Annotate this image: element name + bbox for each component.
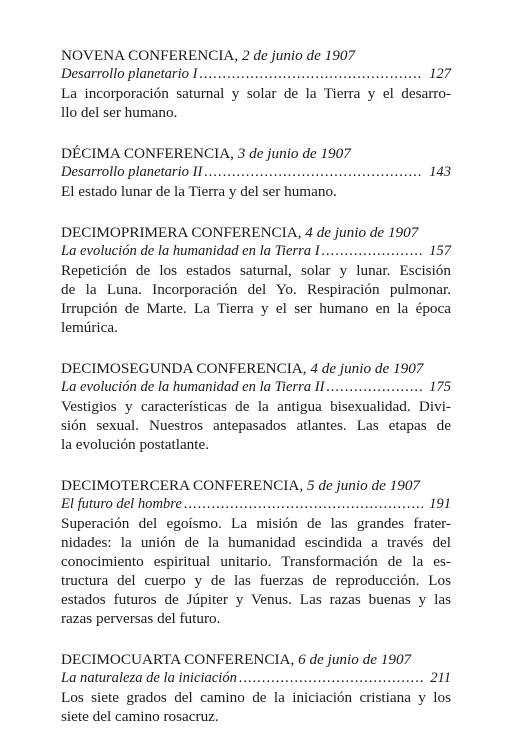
lecture-heading bbox=[61, 476, 451, 495]
lecture-heading bbox=[61, 144, 451, 163]
lecture-subtitle: La evolución de la humanidad en la Tierra II bbox=[61, 379, 325, 395]
lecture-heading bbox=[61, 650, 451, 669]
toc-link[interactable] bbox=[61, 669, 451, 688]
summary-line: La incorporación saturnal y solar de la Tierra y el desarro- bbox=[61, 85, 451, 102]
toc-link[interactable] bbox=[61, 242, 451, 261]
page-number: 157 bbox=[429, 243, 451, 259]
lecture-summary bbox=[61, 688, 451, 726]
page-number: 175 bbox=[429, 379, 451, 395]
lecture-date: 4 de junio de 1907 bbox=[305, 224, 419, 241]
lecture-title: DECIMOPRIMERA CONFERENCIA, bbox=[61, 224, 302, 241]
summary-line: Vestigios y características de la antigua bisexualidad. Divi- bbox=[61, 398, 451, 415]
lecture-summary bbox=[61, 514, 451, 628]
page-number: 211 bbox=[430, 670, 451, 686]
summary-line: de la Luna. Incorporación del Yo. Respiración pulmonar. bbox=[61, 281, 451, 298]
summary-line: la evolución postatlante. bbox=[61, 436, 210, 453]
summary-line: tructura del cuerpo y de las fuerzas de reproducción. Los bbox=[61, 572, 451, 589]
lecture-summary bbox=[61, 397, 451, 454]
toc-entry bbox=[61, 223, 451, 337]
toc-entry bbox=[61, 144, 451, 201]
dot-leader bbox=[199, 65, 423, 84]
toc-link[interactable] bbox=[61, 65, 451, 84]
toc-entry bbox=[61, 476, 451, 628]
lecture-date: 3 de junio de 1907 bbox=[237, 145, 351, 162]
summary-line: sión sexual. Nuestros antepasados atlantes. Las etapas de bbox=[61, 417, 451, 434]
toc-link[interactable] bbox=[61, 163, 451, 182]
summary-line: estados futuros de Júpiter y Venus. Las razas buenas y las bbox=[61, 591, 451, 608]
lecture-heading bbox=[61, 223, 451, 242]
toc-entry bbox=[61, 46, 451, 122]
summary-line: conocimiento espiritual unitario. Transformación de la es- bbox=[61, 553, 451, 570]
lecture-subtitle: Desarrollo planetario I bbox=[61, 66, 198, 82]
summary-line: nidades: la unión de la humanidad escindida a través del bbox=[61, 534, 451, 551]
dot-leader bbox=[322, 242, 423, 261]
dot-leader bbox=[204, 163, 423, 182]
summary-line: razas perversas del futuro. bbox=[61, 610, 221, 627]
table-of-contents bbox=[61, 46, 451, 748]
summary-line: El estado lunar de la Tierra y del ser humano. bbox=[61, 183, 337, 200]
dot-leader bbox=[326, 378, 423, 397]
toc-link[interactable] bbox=[61, 378, 451, 397]
summary-line: siete del camino rosacruz. bbox=[61, 708, 219, 725]
summary-line: Los siete grados del camino de la iniciación cristiana y los bbox=[61, 689, 451, 706]
lecture-subtitle: Desarrollo planetario II bbox=[61, 164, 203, 180]
lecture-heading bbox=[61, 46, 451, 65]
page-number: 191 bbox=[429, 496, 451, 512]
page-number: 143 bbox=[429, 164, 451, 180]
lecture-subtitle: La naturaleza de la iniciación bbox=[61, 670, 237, 686]
lecture-heading bbox=[61, 359, 451, 378]
summary-line: Irrupción de Marte. La Tierra y el ser humano en la época bbox=[61, 300, 451, 317]
lecture-title: DÉCIMA CONFERENCIA, bbox=[61, 145, 234, 162]
page-number: 127 bbox=[429, 66, 451, 82]
lecture-subtitle: El futuro del hombre bbox=[61, 496, 182, 512]
lecture-date: 5 de junio de 1907 bbox=[306, 477, 421, 494]
lecture-subtitle: La evolución de la humanidad en la Tierra I bbox=[61, 243, 320, 259]
toc-entry bbox=[61, 359, 451, 454]
lecture-summary bbox=[61, 261, 451, 337]
lecture-title: DECIMOCUARTA CONFERENCIA, bbox=[61, 651, 295, 668]
lecture-date: 2 de junio de 1907 bbox=[242, 47, 356, 64]
dot-leader bbox=[239, 669, 424, 688]
lecture-summary bbox=[61, 182, 451, 201]
summary-line: Superación del egoísmo. La misión de las grandes frater- bbox=[61, 515, 451, 532]
lecture-title: NOVENA CONFERENCIA, bbox=[61, 47, 239, 64]
dot-leader bbox=[184, 495, 423, 514]
lecture-summary bbox=[61, 84, 451, 122]
lecture-title: DECIMOTERCERA CONFERENCIA, bbox=[61, 477, 304, 494]
lecture-date: 6 de junio de 1907 bbox=[298, 651, 412, 668]
summary-line: lemúrica. bbox=[61, 319, 118, 336]
toc-entry bbox=[61, 650, 451, 726]
summary-line: Repetición de los estados saturnal, solar y lunar. Escisión bbox=[61, 262, 451, 279]
lecture-title: DECIMOSEGUNDA CONFERENCIA, bbox=[61, 360, 307, 377]
summary-line: llo del ser humano. bbox=[61, 104, 178, 121]
toc-link[interactable] bbox=[61, 495, 451, 514]
lecture-date: 4 de junio de 1907 bbox=[310, 360, 424, 377]
